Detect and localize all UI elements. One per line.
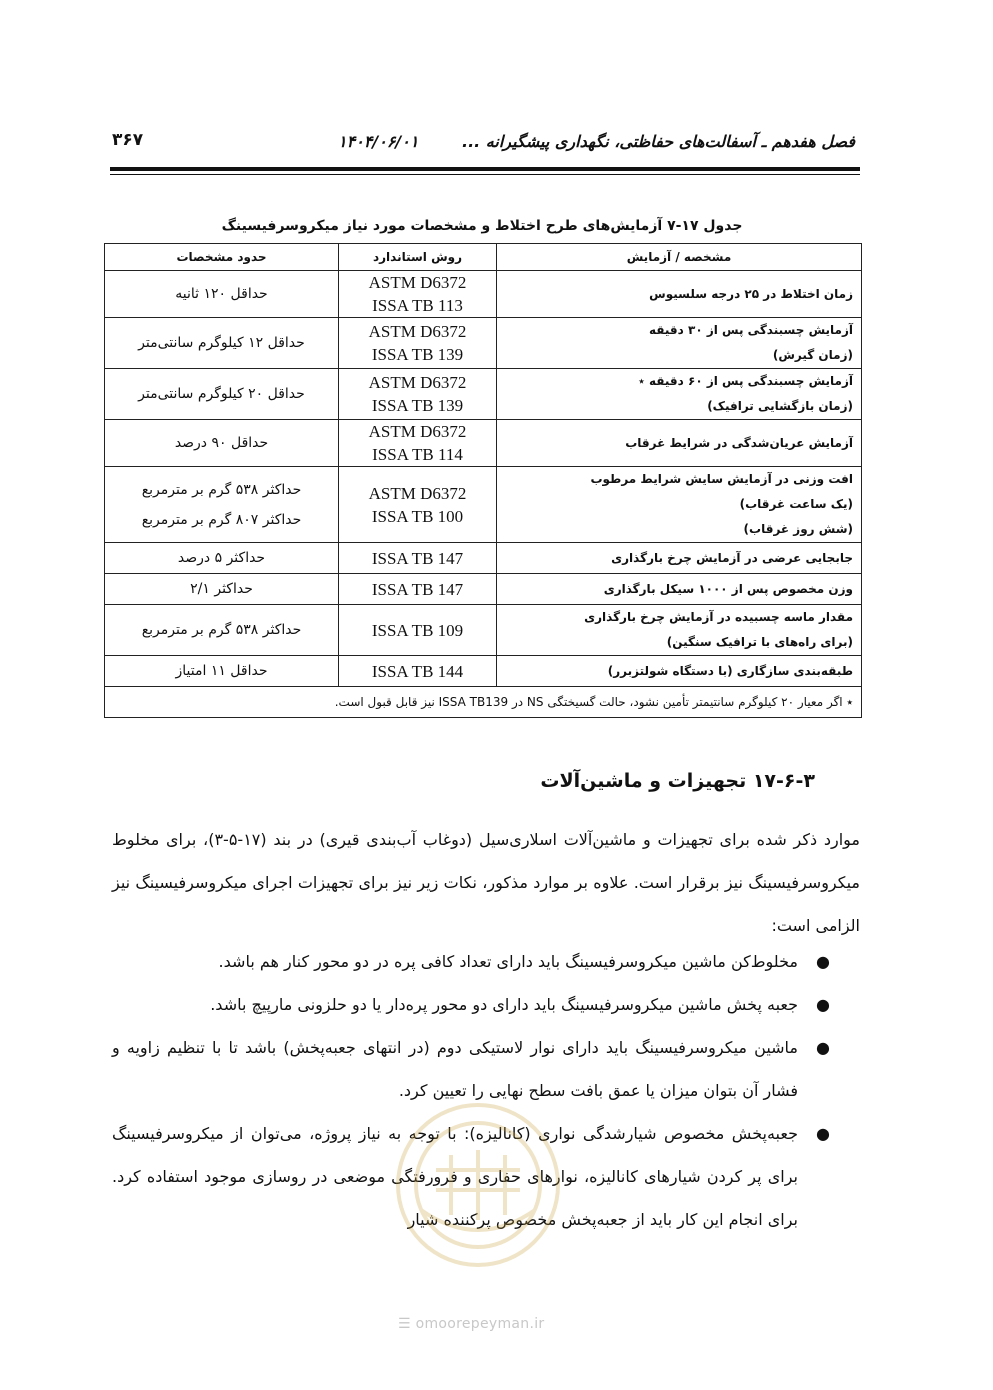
method-cell-line: ISSA TB 109 bbox=[371, 620, 464, 640]
method-cell-line: ASTM D6372 bbox=[368, 273, 467, 292]
limit-cell bbox=[105, 605, 339, 656]
section-paragraph: موارد ذکر شده برای تجهیزات و ماشین‌آلات اسلاری‌سیل (دوغاب آب‌بندی قیری) در بند (۱۷-۵-۳)، برای مخلوط میکروسرفیسینگ نیز برقرار است. علاوه بر موارد مذکور، نکات زیر نیز برای تجهیزات اجرای میکروسرفیسینگ نیز الزامی است: bbox=[112, 830, 860, 935]
list-item bbox=[112, 940, 860, 983]
list-item bbox=[112, 983, 860, 1026]
property-cell-line: افت وزنی در آزمایش سایش شرایط مرطوب bbox=[590, 472, 853, 486]
method-cell bbox=[339, 605, 497, 656]
limit-cell bbox=[105, 467, 339, 543]
table-row bbox=[105, 574, 862, 605]
property-cell-line: (زمان بازگشایی ترافیک) bbox=[707, 399, 853, 413]
property-cell-line: آزمایش چسبندگی پس از ۶۰ دقیقه ٭ bbox=[638, 374, 853, 388]
property-cell-line: وزن مخصوص پس از ۱۰۰۰ سیکل بارگذاری bbox=[603, 581, 853, 596]
limit-cell bbox=[105, 574, 339, 605]
limit-cell bbox=[105, 369, 339, 420]
header-property: مشخصه / آزمایش bbox=[497, 244, 862, 271]
method-cell bbox=[339, 420, 497, 467]
table-footnote: ٭ اگر معیار ۲۰ کیلوگرم سانتیمتر تأمین نشود، حالت گسیختگی NS در ISSA TB139 نیز قابل قبول است. bbox=[105, 687, 862, 718]
list-item-text: جعبه‌پخش مخصوص شیارشدگی نواری (کانالیزه): با توجه به نیاز پروژه، می‌توان از میکروسرفیسینگ برای پر کردن شیارهای کانالیزه، نوارهای حفاری و فرورفتگی موضعی در روسازی موجود استفاده کرد. برای انجام این کار باید از جعبه‌پخش مخصوص پرکننده شیار bbox=[112, 1124, 798, 1229]
property-cell-line: زمان اختلاط در ۲۵ درجه سلسیوس bbox=[649, 286, 853, 301]
table-row bbox=[105, 543, 862, 574]
table-row bbox=[105, 369, 862, 420]
method-cell bbox=[339, 271, 497, 318]
list-item-text: جعبه پخش ماشین میکروسرفیسینگ باید دارای دو محور پره‌دار یا دو حلزونی مارپیچ باشد. bbox=[210, 995, 798, 1014]
limit-cell-line: حداکثر ۸۰۷ گرم بر مترمربع bbox=[141, 511, 302, 528]
method-cell-line: ASTM D6372 bbox=[368, 322, 467, 341]
limit-cell-line: حداکثر ۵۳۸ گرم بر مترمربع bbox=[141, 622, 302, 638]
limit-cell-line: حداقل ۱۲ کیلوگرم سانتی‌متر bbox=[138, 335, 305, 351]
table-row bbox=[105, 420, 862, 467]
table-row bbox=[105, 605, 862, 656]
table-header-row bbox=[105, 244, 862, 271]
method-cell bbox=[339, 318, 497, 369]
method-cell-line: ASTM D6372 bbox=[368, 422, 467, 441]
method-cell-line: ISSA TB 139 bbox=[371, 396, 464, 415]
limit-cell-line: حداقل ۱۲۰ ثانیه bbox=[175, 286, 268, 302]
table-row bbox=[105, 467, 862, 543]
list-item-text: ماشین میکروسرفیسینگ باید دارای نوار لاستیکی دوم (در انتهای جعبه‌پخش) باشد تا با تنظیم زاویه و فشار آن بتوان میزان یا عمق بافت سطح نهایی را تعیین کرد. bbox=[112, 1038, 798, 1100]
limit-cell bbox=[105, 420, 339, 467]
header-date: ۱۴۰۴/۰۶/۰۱ bbox=[338, 132, 419, 151]
bullet-icon: ● bbox=[816, 995, 830, 1014]
header-rule-thick bbox=[110, 167, 860, 171]
property-cell bbox=[497, 420, 862, 467]
property-cell bbox=[497, 369, 862, 420]
limit-cell-line: حداکثر ۵۳۸ گرم بر مترمربع bbox=[141, 481, 302, 498]
table-footnote-row bbox=[105, 687, 862, 718]
method-cell bbox=[339, 656, 497, 687]
table-row bbox=[105, 271, 862, 318]
method-cell-line: ASTM D6372 bbox=[368, 373, 467, 392]
bullet-icon: ● bbox=[816, 1124, 830, 1143]
header-rule-thin bbox=[110, 174, 860, 175]
property-cell-line: آزمایش چسبندگی پس از ۳۰ دقیقه bbox=[648, 323, 853, 337]
property-cell bbox=[497, 318, 862, 369]
limit-cell-line: حداقل ۲۰ کیلوگرم سانتی‌متر bbox=[138, 386, 305, 402]
list-item-text: مخلوط‌کن ماشین میکروسرفیسینگ باید دارای تعداد کافی پره در دو محور کنار هم باشد. bbox=[218, 952, 798, 971]
section-title: ۱۷-۶-۳ تجهیزات و ماشین‌آلات bbox=[540, 770, 815, 792]
property-cell-line: مقدار ماسه چسبیده در آزمایش چرخ بارگذاری bbox=[584, 610, 853, 624]
method-cell-line: ISSA TB 139 bbox=[371, 345, 464, 364]
property-cell bbox=[497, 467, 862, 543]
limit-cell bbox=[105, 543, 339, 574]
table-row bbox=[105, 656, 862, 687]
watermark-seal-icon bbox=[391, 1090, 566, 1280]
header-limit: حدود مشخصات bbox=[105, 244, 339, 271]
method-cell-line: ISSA TB 100 bbox=[371, 506, 464, 526]
limit-cell-line: حداکثر ۲/۱ bbox=[190, 581, 253, 597]
property-cell bbox=[497, 271, 862, 318]
method-cell bbox=[339, 467, 497, 543]
limit-cell bbox=[105, 656, 339, 687]
method-cell-line: ISSA TB 114 bbox=[372, 445, 463, 464]
property-cell-line: (برای راه‌های با ترافیک سنگین) bbox=[666, 635, 853, 649]
watermark-text: ☰ omoorepeyman.ir bbox=[398, 1316, 545, 1332]
page-number: ۳۶۷ bbox=[112, 130, 144, 150]
property-cell bbox=[497, 574, 862, 605]
property-cell bbox=[497, 543, 862, 574]
method-cell-line: ISSA TB 113 bbox=[372, 296, 463, 315]
method-cell-line: ISSA TB 147 bbox=[371, 548, 464, 568]
table-caption: جدول ۱۷-۷ آزمایش‌های طرح اختلاط و مشخصات مورد نیاز میکروسرفیسینگ bbox=[221, 218, 743, 234]
chapter-title: فصل هفدهم ـ آسفالت‌های حفاظتی، نگهداری پیشگیرانه ... bbox=[461, 132, 855, 151]
spec-table bbox=[104, 243, 862, 718]
method-cell-line: ISSA TB 144 bbox=[371, 661, 464, 681]
property-cell-line: آزمایش عریان‌شدگی در شرایط غرقاب bbox=[625, 435, 853, 450]
property-cell-line: (شش روز غرقاب) bbox=[743, 522, 853, 536]
property-cell bbox=[497, 656, 862, 687]
method-cell bbox=[339, 543, 497, 574]
limit-cell bbox=[105, 271, 339, 318]
property-cell-line: (یک ساعت غرقاب) bbox=[739, 497, 853, 511]
method-cell-line: ISSA TB 147 bbox=[371, 579, 464, 599]
method-cell bbox=[339, 369, 497, 420]
method-cell-line: ASTM D6372 bbox=[368, 483, 467, 503]
limit-cell-line: حداکثر ۵ درصد bbox=[177, 550, 266, 566]
header-method: روش استاندارد bbox=[339, 244, 497, 271]
limit-cell-line: حداقل ۱۱ امتیاز bbox=[175, 663, 268, 679]
bullet-icon: ● bbox=[816, 952, 830, 971]
watermark-site: omoorepeyman.ir bbox=[415, 1316, 545, 1332]
property-cell-line: طبقه‌بندی سازگاری (با دستگاه شولتزبرر) bbox=[607, 663, 853, 678]
bullet-icon: ● bbox=[816, 1038, 830, 1057]
property-cell-line: جابجایی عرضی در آزمایش چرخ بارگذاری bbox=[611, 550, 853, 565]
method-cell bbox=[339, 574, 497, 605]
limit-cell bbox=[105, 318, 339, 369]
table-row bbox=[105, 318, 862, 369]
limit-cell-line: حداقل ۹۰ درصد bbox=[174, 435, 269, 451]
property-cell bbox=[497, 605, 862, 656]
property-cell-line: (زمان گیرش) bbox=[772, 348, 853, 362]
